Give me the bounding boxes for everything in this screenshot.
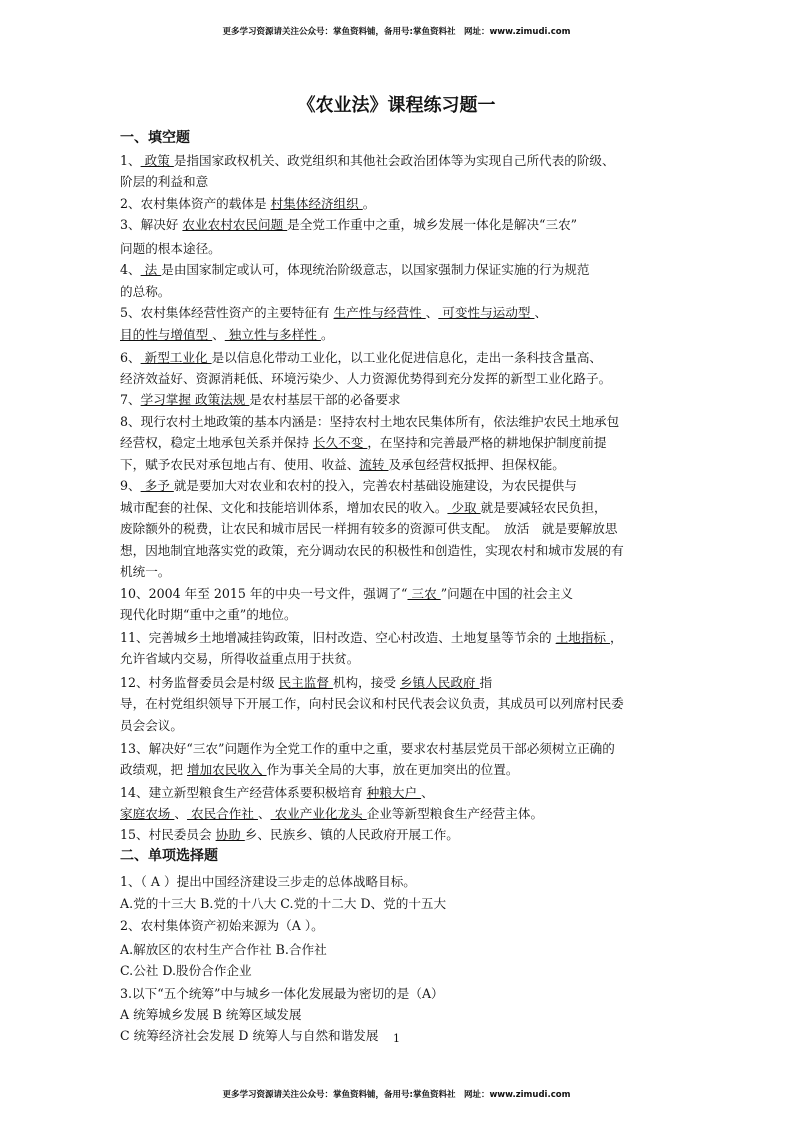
- answer-blank: 乡镇人民政府: [399, 675, 480, 690]
- answer-blank: 农民合作社: [186, 806, 258, 821]
- text-line: [120, 259, 589, 278]
- line-text: 。: [320, 327, 334, 342]
- answer-blank: 种粮大户: [366, 785, 422, 800]
- line-text: 阶层的利益和意: [120, 174, 209, 189]
- text-line: [120, 561, 170, 580]
- text-line: [120, 803, 543, 822]
- text-line: [120, 693, 624, 712]
- text-line: [120, 583, 573, 602]
- answer-blank: 多予: [140, 478, 174, 493]
- answer-blank: 村集体经济组织: [270, 196, 363, 211]
- line-text: 现代化时期“重中之重”的地位。: [120, 607, 297, 622]
- line-text: 机构，接受: [332, 675, 400, 690]
- answer-blank: 增加农民收入: [186, 762, 267, 777]
- text-line: [120, 171, 208, 190]
- line-text: 、: [174, 806, 187, 821]
- answer-blank: 目的性与增值型: [120, 327, 213, 342]
- line-text: 及承包经营权抵押、担保权能。: [388, 457, 565, 472]
- line-text: 6、: [120, 350, 141, 365]
- answer-blank: 学习掌握: [140, 392, 195, 407]
- section-single-choice: 二、单项选择题: [120, 848, 218, 864]
- text-line: [120, 454, 565, 473]
- line-text: 下，赋予农民对承包地占有、使用、收益、: [120, 457, 360, 472]
- line-text: 问题的根本途径。: [120, 241, 221, 256]
- line-text: 机统一。: [120, 564, 171, 579]
- text-line: [120, 214, 577, 233]
- text-line: [120, 347, 602, 366]
- text-line: [120, 648, 359, 667]
- answer-blank: 土地指标: [555, 630, 611, 645]
- line-text: 导，在村党组织领导下开展工作，向村民会议和村民代表会议负责，其成员可以列席村民委: [120, 696, 624, 711]
- text-line: [120, 389, 401, 408]
- text-line: [120, 672, 492, 691]
- line-text: 的总称。: [120, 284, 171, 299]
- text-line: [120, 915, 324, 934]
- line-text: C.公社 D.股份合作企业: [120, 963, 252, 978]
- answer-blank: 新型工业化: [140, 350, 212, 365]
- answer-blank: 农业产业化龙头: [270, 806, 367, 821]
- answer-blank: 独立性与多样性: [224, 327, 321, 342]
- line-text: ，: [610, 630, 623, 645]
- text-line: [120, 939, 327, 958]
- text-line: [120, 497, 607, 516]
- page-number: 1: [393, 1032, 400, 1045]
- line-text: 8、现行农村土地政策的基本内涵是：坚持农村土地农民集体所有，依法维护农民土地承包: [120, 414, 620, 429]
- line-text: 14、建立新型粮食生产经营体系要积极培育: [120, 785, 367, 800]
- text-line: [120, 540, 624, 559]
- line-text: 就是要减轻农民负担，: [480, 500, 607, 515]
- text-line: [120, 518, 617, 537]
- line-text: 、: [534, 305, 548, 320]
- text-line: [120, 983, 444, 1002]
- line-text: 13、解决好“三农”问题作为全党工作的重中之重，要求农村基层党员干部必须树立正确的: [120, 741, 615, 756]
- line-text: A.党的十三大 B.党的十八大 C.党的十二大 D、党的十五大: [120, 896, 447, 911]
- line-text: 15、村民委员会: [120, 827, 216, 842]
- answer-blank: 家庭农场: [120, 806, 175, 821]
- line-text: 允许省域内交易，所得收益重点用于扶贫。: [120, 651, 360, 666]
- page-header: 更多学习资源请关注公众号：掌鱼资料铺，备用号:掌鱼资料社 网址：www.zimudi.com: [222, 27, 571, 37]
- text-line: [120, 627, 623, 646]
- answer-blank: 三农: [407, 586, 441, 601]
- text-line: [120, 324, 334, 343]
- line-text: 是由国家制定或认可，体现统治阶级意志，以国家强制力保证实施的行为规范: [161, 262, 590, 277]
- line-text: 、: [421, 785, 434, 800]
- text-line: [120, 368, 611, 387]
- text-line: [120, 475, 577, 494]
- line-text: 经营权，稳定土地承包关系并保持: [120, 435, 313, 450]
- text-line: [120, 893, 446, 912]
- line-text: 政绩观，把: [120, 762, 187, 777]
- line-text: 是农村基层干部的必备要求: [249, 392, 401, 407]
- text-line: [120, 150, 615, 169]
- line-text: 3.以下“五个统筹”中与城乡一体化发展最为密切的是（A）: [120, 986, 444, 1001]
- answer-blank: 法: [140, 262, 162, 277]
- line-text: 、: [257, 806, 271, 821]
- line-text: 3、解决好: [120, 217, 183, 232]
- line-text: 2、农村集体资产的载体是: [120, 196, 271, 211]
- line-text: 9、: [120, 478, 141, 493]
- text-line: [120, 759, 518, 778]
- answer-blank: 民主监督: [278, 675, 333, 690]
- section-fill-in: 一、填空题: [120, 130, 190, 146]
- line-text: 是以信息化带动工业化，以工业化促进信息化，走出一条科技含量高、: [211, 350, 602, 365]
- text-line: [120, 871, 416, 890]
- line-text: 7、: [120, 392, 141, 407]
- text-line: [120, 193, 375, 212]
- answer-blank: 长久不变: [312, 435, 368, 450]
- line-text: 员会会议。: [120, 718, 183, 733]
- line-text: 。: [362, 196, 376, 211]
- line-text: 废除额外的税费，让农民和城市居民一样拥有较多的资源可供支配。 放活 就是要解放思: [120, 521, 618, 536]
- line-text: 作为事关全局的大事，放在更加突出的位置。: [266, 762, 519, 777]
- line-text: 乡、民族乡、镇的人民政府开展工作。: [244, 827, 459, 842]
- line-text: 4、: [120, 262, 141, 277]
- text-line: [120, 824, 459, 843]
- answer-blank: 少取: [447, 500, 481, 515]
- text-line: [120, 960, 252, 979]
- text-line: [120, 302, 547, 321]
- answer-blank: 政策: [140, 153, 174, 168]
- line-text: 想，因地制宜地落实党的政策，充分调动农民的积极性和创造性，实现农村和城市发展的有: [120, 543, 624, 558]
- line-text: A.解放区的农村生产合作社 B.合作社: [120, 942, 327, 957]
- answer-blank: 农业农村农民问题: [182, 217, 288, 232]
- line-text: 5、农村集体经营性资产的主要特征有: [120, 305, 334, 320]
- text-line: [120, 411, 619, 430]
- text-line: [120, 782, 434, 801]
- line-text: ，在坚持和完善最严格的耕地保护制度前提: [367, 435, 607, 450]
- line-text: 城市配套的社保、文化和技能培训体系，增加农民的收入。: [120, 500, 448, 515]
- text-line: [120, 281, 170, 300]
- text-line: [120, 738, 615, 757]
- line-text: 10、2004 年至 2015 年的中央一号文件，强调了“: [120, 586, 408, 601]
- line-text: 就是要加大对农业和农村的投入，完善农村基础设施建设，为农民提供与: [173, 478, 577, 493]
- line-text: ”问题在中国的社会主义: [440, 586, 574, 601]
- line-text: 2、农村集体资产初始来源为（A ）。: [120, 918, 324, 933]
- line-text: 、: [425, 305, 439, 320]
- line-text: 企业等新型粮食生产经营主体。: [366, 806, 544, 821]
- answer-blank: 生产性与经营性: [333, 305, 426, 320]
- text-line: [120, 238, 221, 257]
- text-line: [120, 715, 183, 734]
- line-text: C 统筹经济社会发展 D 统筹人与自然和谐发展: [120, 1028, 379, 1043]
- line-text: 1、: [120, 153, 141, 168]
- line-text: 、: [212, 327, 225, 342]
- line-text: 指: [479, 675, 493, 690]
- answer-blank: 政策法规: [195, 392, 250, 407]
- line-text: 是指国家政权机关、政党组织和其他社会政治团体等为实现自己所代表的阶级、: [173, 153, 615, 168]
- line-text: 是全党工作重中之重，城乡发展一体化是解决“三农”: [287, 217, 578, 232]
- answer-blank: 可变性与运动型: [438, 305, 535, 320]
- answer-blank: 协助: [215, 827, 245, 842]
- line-text: 1、（ A ）提出中国经济建设三步走的总体战略目标。: [120, 874, 416, 889]
- line-text: A 统筹城乡发展 B 统筹区域发展: [120, 1007, 302, 1022]
- text-line: [120, 1004, 301, 1023]
- line-text: 经济效益好、资源消耗低、环境污染少、人力资源优势得到充分发挥的新型工业化路子。: [120, 371, 612, 386]
- document-title: 《农业法》课程练习题一: [297, 95, 496, 116]
- text-line: [120, 432, 607, 451]
- page-footer: 更多学习资源请关注公众号：掌鱼资料铺，备用号:掌鱼资料社 网址：www.zimudi.com: [222, 1090, 571, 1100]
- line-text: 12、村务监督委员会是村级: [120, 675, 279, 690]
- answer-blank: 流转: [359, 457, 389, 472]
- line-text: 11、完善城乡土地增减挂钩政策，旧村改造、空心村改造、土地复垦等节余的: [120, 630, 556, 645]
- text-line: [120, 604, 297, 623]
